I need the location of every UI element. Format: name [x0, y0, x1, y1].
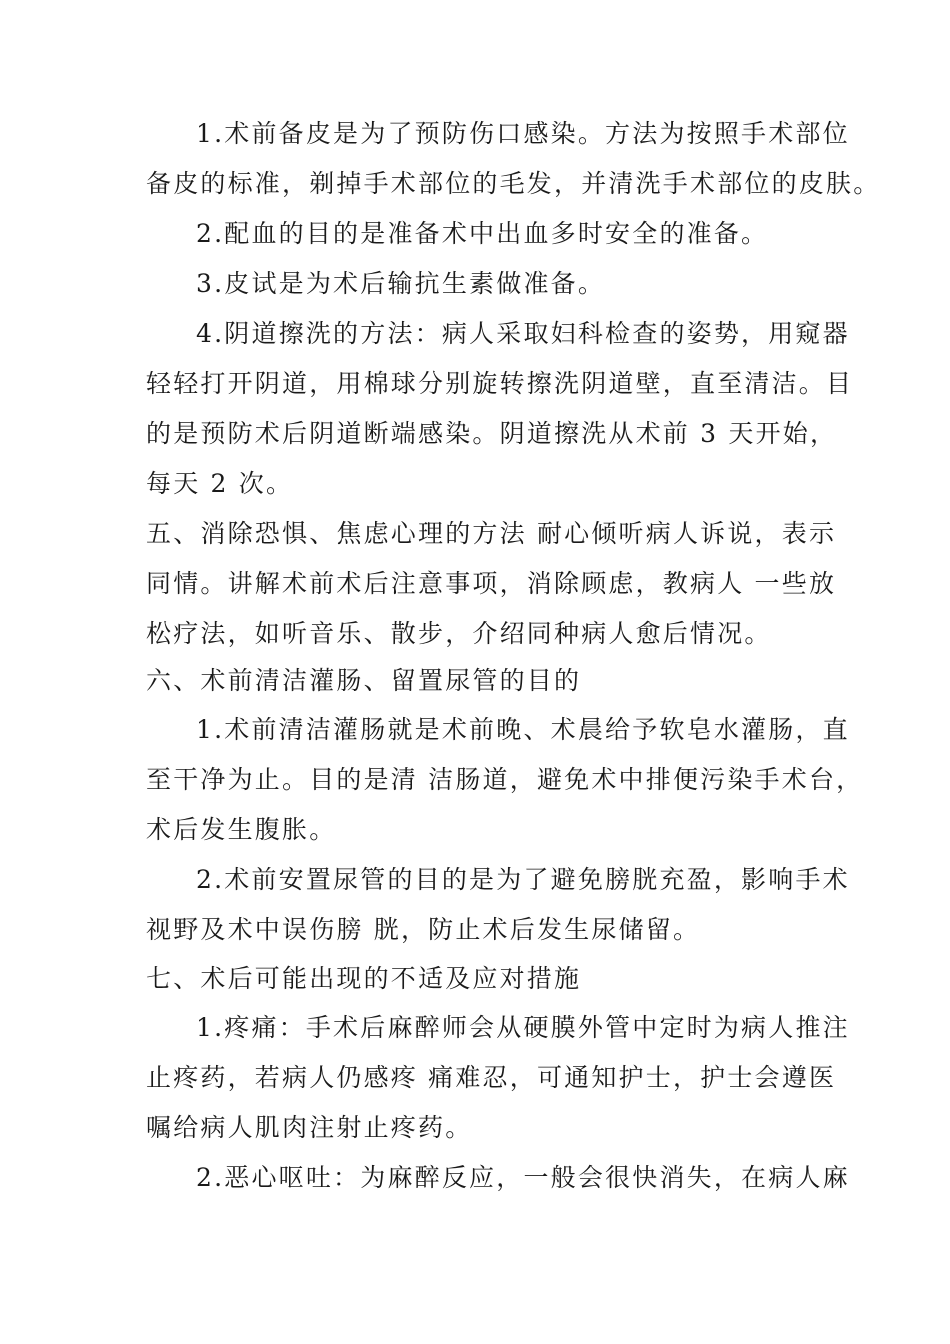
paragraph-line: 的是预防术后阴道断端感染。阴道擦洗从术前 3 天开始，	[146, 419, 838, 448]
paragraph-line: 同情。讲解术前术后注意事项，消除顾虑，教病人 一些放	[146, 569, 837, 598]
paragraph-line: 1.疼痛：手术后麻醉师会从硬膜外管中定时为病人推注	[196, 1013, 850, 1042]
section-heading: 六、术前清洁灌肠、留置尿管的目的	[146, 666, 582, 695]
paragraph-line: 至干净为止。目的是清 洁肠道，避免术中排便污染手术台，	[146, 765, 864, 794]
paragraph-line: 1.术前清洁灌肠就是术前晚、术晨给予软皂水灌肠，直	[196, 715, 850, 744]
paragraph-line: 2.术前安置尿管的目的是为了避免膀胱充盈，影响手术	[196, 865, 850, 894]
paragraph-line: 4.阴道擦洗的方法：病人采取妇科检查的姿势，用窥器	[196, 319, 850, 348]
paragraph-line: 1.术前备皮是为了预防伤口感染。方法为按照手术部位	[196, 119, 850, 148]
paragraph-line: 轻轻打开阴道，用棉球分别旋转擦洗阴道壁，直至清洁。目	[146, 369, 854, 398]
paragraph-line: 嘱给病人肌肉注射止疼药。	[146, 1113, 473, 1142]
paragraph-line: 2.恶心呕吐：为麻醉反应，一般会很快消失，在病人麻	[196, 1163, 850, 1192]
paragraph-line: 松疗法，如听音乐、散步，介绍同种病人愈后情况。	[146, 619, 772, 648]
paragraph-line: 3.皮试是为术后输抗生素做准备。	[196, 269, 606, 298]
paragraph-line: 视野及术中误伤膀 胱，防止术后发生尿储留。	[146, 915, 701, 944]
paragraph-line: 2.配血的目的是准备术中出血多时安全的准备。	[196, 219, 769, 248]
paragraph-line: 止疼药，若病人仍感疼 痛难忍，可通知护士，护士会遵医	[146, 1063, 837, 1092]
paragraph-line: 术后发生腹胀。	[146, 815, 337, 844]
section-heading: 七、术后可能出现的不适及应对措施	[146, 964, 582, 993]
paragraph-line: 备皮的标准，剃掉手术部位的毛发，并清洗手术部位的皮肤。	[146, 169, 881, 198]
section-heading-line: 五、消除恐惧、焦虑心理的方法 耐心倾听病人诉说，表示	[146, 519, 837, 548]
paragraph-line: 每天 2 次。	[146, 469, 294, 498]
